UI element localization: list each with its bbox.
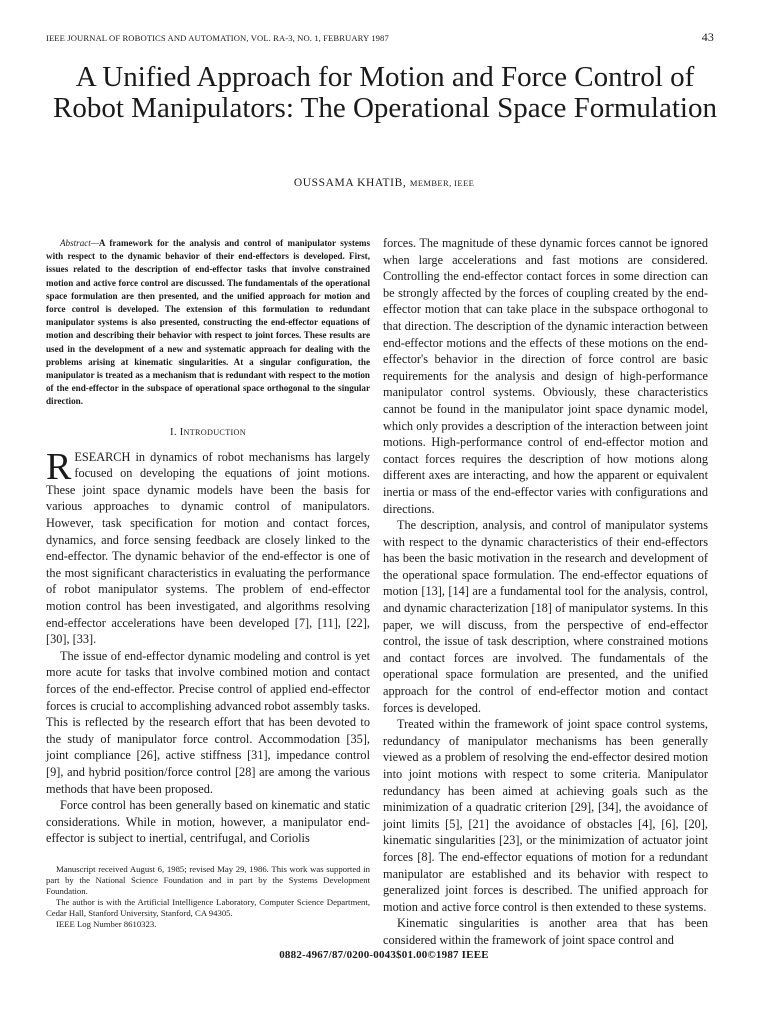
author-membership: MEMBER, IEEE [409,178,475,188]
footnote-affiliation: The author is with the Artificial Intelligence Laboratory, Computer Science Department, Cedar Hall, Stanford University, Stanford, CA 94305. [46,897,370,918]
intro-paragraph-2: The issue of end-effector dynamic modeling and control is yet more acute for tasks that involve combined motion and contact forces of the end-effector. Precise control of applied end-effector forces is crucial to accomplishing advanced robot assembly tasks. This is reflected by the research effort that has been devoted to the study of manipulator force control. Accommodation [35], joint compliance [26], active stiffness [31], impedance control [9], and hybrid position/force control [28] are among the various methods that have been proposed. [46,648,370,796]
footnote [46,864,370,930]
abstract [46,237,370,409]
copyright-line: 0882-4967/87/0200-0043$01.00©1987 IEEE [279,949,489,961]
right-paragraph-1: forces. The magnitude of these dynamic forces cannot be ignored when large accelerations and fast motions are considered. Controlling the end-effector contact forces in some direction can be strongly affected by the forces of coupling created by the end-effector motion that can take place in the subspace orthogonal to that direction. The description of the dynamic interaction between end-effector motions and the effects of these motions on the end-effector's behavior in the direction of force control are basic requirements for the analysis and design of high-performance manipulator control systems. Obviously, these characteristics cannot be found in the manipulator joint space dynamic model, which only provides a description of the interaction between joint motions. High-performance control of end-effector motion and contact forces requires the description of how motions along different axes are interacting, and how the apparent or equivalent inertia or mass of the end-effector varies with configurations and directions. [383,236,708,516]
footnote-received: Manuscript received August 6, 1985; revised May 29, 1986. This work was supported in part by the National Science Foundation and in part by the Systems Development Foundation. [46,864,370,896]
journal-citation: IEEE JOURNAL OF ROBOTICS AND AUTOMATION, VOL. RA-3, NO. 1, FEBRUARY 1987 [46,33,389,43]
paper-title: A Unified Approach for Motion and Force Control of Robot Manipulators: The Operational Space Formulation [53,61,717,124]
footnote-log-number: IEEE Log Number 8610323. [56,919,157,929]
intro-paragraph-1-text: ESEARCH in dynamics of robot mechanisms has largely focused on developing the equations of joint motions. These joint space dynamic models have been the basis for various approaches to dynamic control of manipulators. However, task specification for motion and contact forces, dynamics, and force sensing feedback are closely linked to the end-effector. The dynamic behavior of the end-effector is one of the most significant characteristics in evaluating the performance of robot manipulator systems. The problem of end-effector motion control has been investigated, and algorithms resolving end-effector accelerations have been developed [7], [11], [22], [30], [33]. [46,449,370,647]
abstract-text: A framework for the analysis and control of manipulator systems with respect to the dynamic behavior of their end-effectors is developed. First, issues related to the description of end-effector tasks that involve constrained motion and active force control are discussed. The fundamentals of the operational space formulation are then presented, and the unified approach for motion and force control is developed. The extension of this formulation to redundant manipulator systems is also presented, constructing the end-effector equations of motion and describing their behavior with respect to joint forces. These results are used in the development of a new and systematic approach for dealing with the problems arising at kinematic singularities. At a singular configuration, the manipulator is treated as a mechanism that is redundant with respect to the motion of the end-effector in the subspace of operational space orthogonal to the singular direction. [46,238,370,407]
right-paragraph-3: Treated within the framework of joint space control systems, redundancy of manipulator mechanisms has been generally viewed as a problem of resolving the end-effector desired motion into joint motions with respect to some criteria. Manipulator redundancy has been aimed at achieving goals such as the minimization of a quadratic criterion [29], [34], the avoidance of joint limits [5], [21] the avoidance of obstacles [4], [6], [20], kinematic singularities [23], or the minimization of actuator joint forces [8]. The end-effector equations of motion for a redundant manipulator are established and its behavior with respect to generalized joint forces is described. The unified approach for motion and active force control is then extended to these systems. [383,717,708,914]
intro-paragraph-3: Force control has been generally based on kinematic and static considerations. While in motion, however, a manipulator end-effector is subject to inertial, centrifugal, and Coriolis [46,798,370,846]
intro-paragraph-1 [46,445,370,648]
section-title-rest: NTRODUCTION [183,427,246,437]
page-number: 43 [701,30,714,44]
drop-cap: R [46,445,72,488]
abstract-label: Abstract— [60,238,99,248]
section-heading [46,427,370,438]
right-paragraph-2: The description, analysis, and control of manipulator systems with respect to the dynamic characteristics of their end-effectors has been the basic motivation in the research and development of the operational space formulation. The end-effector equations of motion [13], [14] are a fundamental tool for the analysis, control, and dynamic characterization [18] of manipulator systems. In this paper, we will discuss, from the perspective of end-effector control, the issue of task description, where constrained motions and contact forces are involved. The fundamentals of the operational space formulation are presented, and the unified approach for the control of end-effector motion and contact forces is developed. [383,518,708,715]
right-column [383,235,708,949]
left-column [46,237,370,847]
right-paragraph-4: Kinematic singularities is another area that has been considered within the framework of joint space control and [383,916,708,947]
section-number: I. [170,426,177,438]
author-name: OUSSAMA KHATIB, [293,177,407,189]
running-header [46,30,714,44]
author-line [0,177,768,189]
section-title-initial: I [179,426,184,438]
